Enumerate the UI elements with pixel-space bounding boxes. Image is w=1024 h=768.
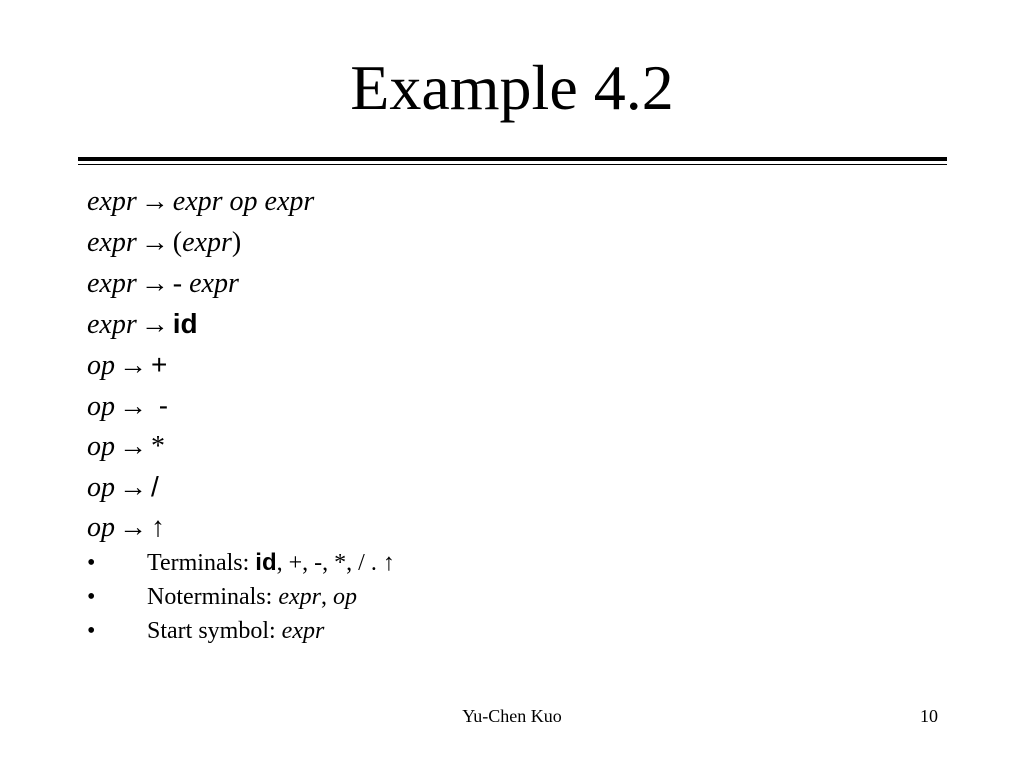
nonterminal-separator: , bbox=[320, 584, 333, 610]
production-rhs: expr op expr bbox=[172, 186, 315, 217]
right-arrow-icon: → bbox=[140, 186, 169, 217]
right-arrow-icon: → bbox=[140, 267, 169, 299]
production-op-divide bbox=[87, 467, 314, 508]
terminal-id: id bbox=[255, 549, 277, 576]
production-lhs: op bbox=[87, 430, 115, 462]
slide-title: Example 4.2 bbox=[350, 52, 674, 123]
production-rhs: expr bbox=[189, 267, 239, 299]
up-arrow-icon: ↑ bbox=[382, 550, 395, 576]
production-lhs: expr bbox=[87, 226, 137, 258]
production-expr-id bbox=[87, 304, 314, 345]
production-rhs: expr bbox=[182, 226, 232, 258]
footer-author: Yu-Chen Kuo bbox=[462, 706, 562, 726]
production-op-power bbox=[87, 508, 314, 549]
production-lhs: expr bbox=[87, 186, 137, 217]
up-arrow-icon: ↑ bbox=[151, 512, 165, 543]
terminals-label: Terminals: bbox=[147, 550, 256, 576]
nonterminal-op: op bbox=[332, 584, 357, 610]
production-expr-negate bbox=[87, 264, 314, 305]
production-op-minus bbox=[87, 386, 314, 427]
production-lhs: op bbox=[87, 390, 115, 422]
right-arrow-icon: → bbox=[119, 350, 147, 381]
production-rhs: - bbox=[151, 389, 169, 421]
page-number: 10 bbox=[920, 706, 938, 726]
right-arrow-icon: → bbox=[119, 512, 147, 543]
bullet-icon: • bbox=[87, 618, 96, 644]
production-rhs: + bbox=[151, 349, 168, 380]
title-divider-thick bbox=[78, 157, 947, 161]
title-divider-thin bbox=[78, 164, 947, 165]
start-symbol-label: Start symbol: bbox=[147, 618, 282, 644]
start-symbol-value: expr bbox=[281, 618, 325, 644]
right-arrow-icon: → bbox=[140, 309, 169, 341]
bullet-icon: • bbox=[87, 584, 96, 610]
right-arrow-icon: → bbox=[140, 226, 169, 258]
terminals-list: , +, -, *, / . bbox=[276, 550, 383, 576]
production-lhs: op bbox=[87, 350, 115, 381]
nonterminals-label: Noterminals: bbox=[147, 584, 279, 610]
production-lhs: op bbox=[87, 512, 115, 543]
minus-sign: - bbox=[172, 267, 190, 299]
open-paren: ( bbox=[172, 226, 183, 258]
production-expr-paren bbox=[87, 223, 314, 264]
production-expr-binary bbox=[87, 182, 314, 223]
production-rhs: / bbox=[151, 471, 159, 503]
nonterminal-expr: expr bbox=[278, 584, 321, 610]
production-op-plus bbox=[87, 345, 314, 386]
right-arrow-icon: → bbox=[119, 390, 147, 422]
production-lhs: expr bbox=[87, 267, 137, 299]
right-arrow-icon: → bbox=[119, 472, 147, 504]
production-op-times bbox=[87, 427, 314, 468]
production-lhs: op bbox=[87, 472, 115, 504]
production-lhs: expr bbox=[87, 309, 137, 341]
bullet-icon: • bbox=[87, 550, 96, 576]
production-rhs: * bbox=[151, 430, 165, 462]
right-arrow-icon: → bbox=[119, 430, 147, 462]
production-rhs-id: id bbox=[172, 308, 198, 340]
production-list bbox=[87, 182, 314, 549]
close-paren: ) bbox=[231, 226, 242, 258]
